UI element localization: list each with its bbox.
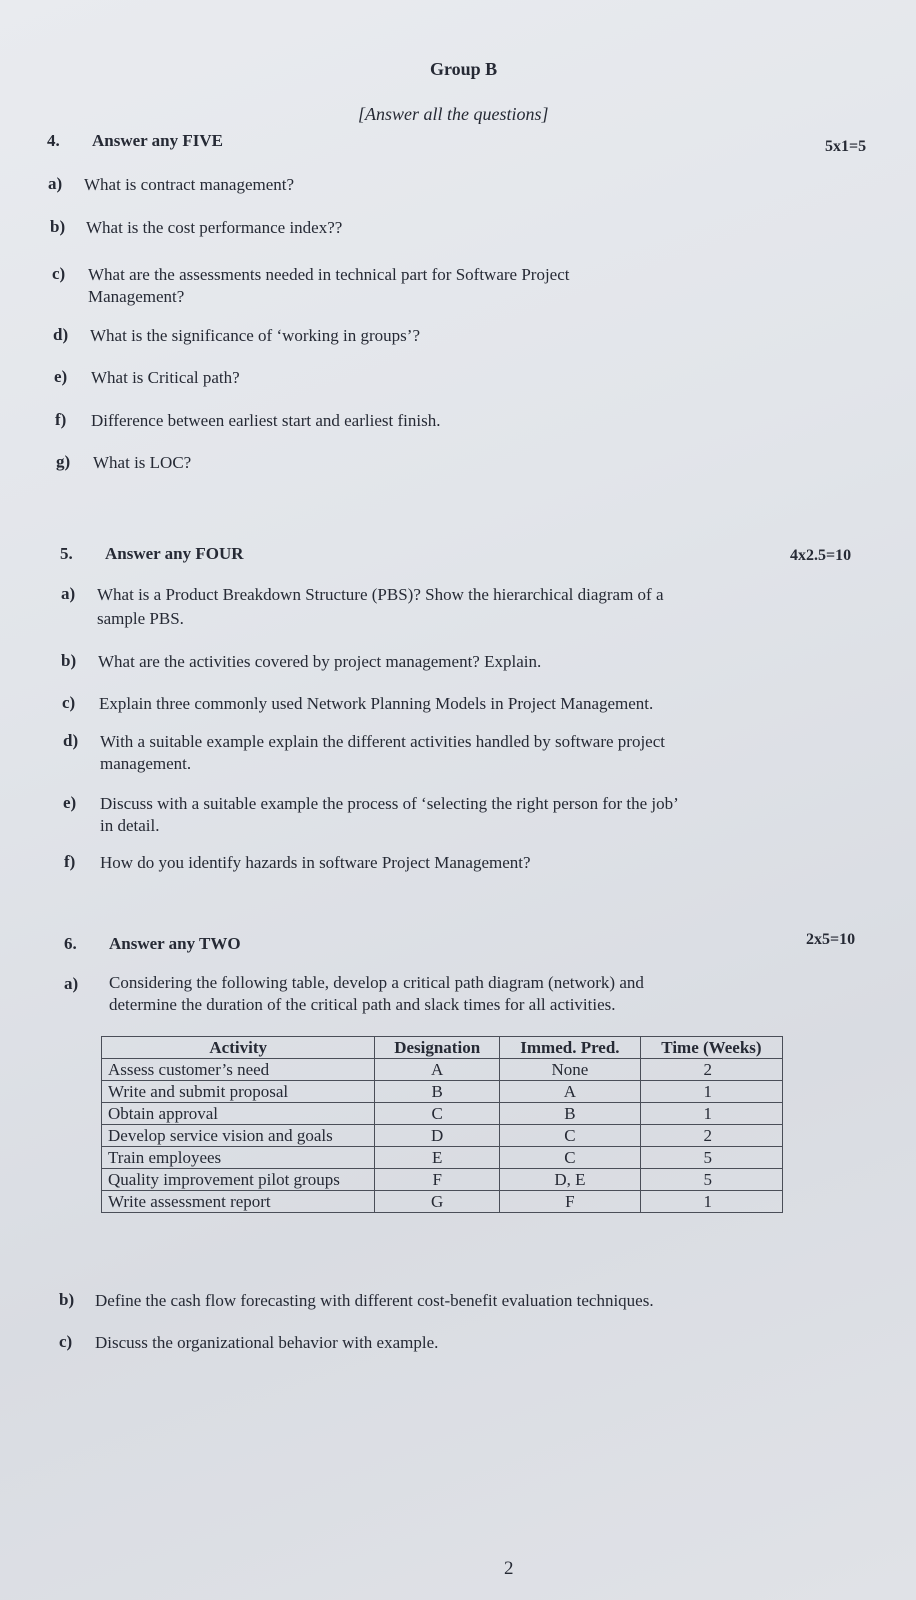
table-cell: Train employees [102, 1147, 375, 1169]
table-cell: G [375, 1191, 500, 1213]
table-cell: 1 [640, 1081, 782, 1103]
q5-item-text: Discuss with a suitable example the process of ‘selecting the right person for the job’ [100, 794, 679, 813]
q5-item-text: What is a Product Breakdown Structure (PBS)? Show the hierarchical diagram of a [97, 585, 664, 604]
q5-item-label: f) [64, 852, 76, 871]
q6-marks: 2x5=10 [806, 931, 856, 948]
table-cell: Develop service vision and goals [102, 1125, 375, 1147]
q5-item-text: How do you identify hazards in software Project Management? [100, 853, 531, 872]
q5-item-label: d) [63, 731, 79, 750]
table-row [102, 1191, 783, 1213]
table-header-cell: Activity [102, 1037, 375, 1059]
table-cell: E [375, 1147, 500, 1169]
q4-item-text: Management? [88, 287, 185, 306]
q5-item-text: Explain three commonly used Network Planning Models in Project Management. [99, 694, 654, 713]
q6-item-label: a) [64, 974, 79, 993]
q6-item-text: Considering the following table, develop a critical path diagram (network) and [109, 973, 644, 992]
instruction-text: [Answer all the questions] [358, 104, 549, 124]
table-row [102, 1169, 783, 1191]
table-cell: A [375, 1059, 500, 1081]
q4-item-label: b) [50, 217, 66, 236]
q5-item-label: a) [61, 584, 76, 603]
q6-item-label: c) [59, 1332, 73, 1351]
q5-item-text: With a suitable example explain the different activities handled by software project [100, 732, 665, 751]
table-header-row [102, 1037, 783, 1059]
table-cell: F [375, 1169, 500, 1191]
q5-item-text: in detail. [100, 816, 160, 835]
q4-item-text: What is LOC? [93, 453, 192, 472]
q4-item-text: What are the assessments needed in technical part for Software Project [88, 265, 570, 284]
table-cell: Assess customer’s need [102, 1059, 375, 1081]
table-header-cell: Immed. Pred. [499, 1037, 640, 1059]
q6-title: Answer any TWO [109, 934, 241, 953]
q5-item-text: What are the activities covered by project management? Explain. [98, 652, 542, 671]
q4-item-label: g) [56, 452, 71, 471]
q4-item-label: d) [53, 325, 69, 344]
q4-item-text: What is Critical path? [91, 368, 240, 387]
q4-title: Answer any FIVE [92, 131, 223, 150]
q6-number: 6. [64, 934, 77, 953]
table-row [102, 1059, 783, 1081]
q5-item-text: management. [100, 754, 192, 773]
table-row [102, 1147, 783, 1169]
table-cell: A [499, 1081, 640, 1103]
q5-marks: 4x2.5=10 [790, 547, 852, 564]
table-cell: Write assessment report [102, 1191, 375, 1213]
table-cell: 1 [640, 1103, 782, 1125]
table-cell: Write and submit proposal [102, 1081, 375, 1103]
q5-item-text: sample PBS. [97, 609, 184, 628]
table-cell: C [499, 1125, 640, 1147]
q5-title: Answer any FOUR [105, 544, 244, 563]
activity-table [101, 1036, 783, 1213]
table-cell: B [375, 1081, 500, 1103]
table-cell: D, E [499, 1169, 640, 1191]
table-cell: D [375, 1125, 500, 1147]
table-cell: Obtain approval [102, 1103, 375, 1125]
table-cell: B [499, 1103, 640, 1125]
q5-item-label: c) [62, 693, 76, 712]
q5-item-label: b) [61, 651, 77, 670]
table-cell: 5 [640, 1169, 782, 1191]
table-header-cell: Time (Weeks) [640, 1037, 782, 1059]
table-cell: 5 [640, 1147, 782, 1169]
q6-item-text: determine the duration of the critical path and slack times for all activities. [109, 995, 616, 1014]
q4-item-label: a) [48, 174, 63, 193]
group-title: Group B [430, 59, 498, 79]
table-cell: 2 [640, 1059, 782, 1081]
table-cell: 1 [640, 1191, 782, 1213]
q4-item-label: f) [55, 410, 67, 429]
table-row [102, 1125, 783, 1147]
table-cell: None [499, 1059, 640, 1081]
q4-item-text: What is the significance of ‘working in groups’? [90, 326, 420, 345]
table-cell: Quality improvement pilot groups [102, 1169, 375, 1191]
q5-item-label: e) [63, 793, 77, 812]
q6-item-text: Discuss the organizational behavior with example. [95, 1333, 439, 1352]
table-row [102, 1103, 783, 1125]
table-cell: 2 [640, 1125, 782, 1147]
q4-item-text: What is contract management? [84, 175, 295, 194]
q4-item-text: Difference between earliest start and earliest finish. [91, 411, 441, 430]
q4-marks: 5x1=5 [825, 138, 867, 155]
q4-number: 4. [47, 131, 60, 150]
page-number: 2 [504, 1558, 514, 1579]
q6-item-label: b) [59, 1290, 75, 1309]
table-header-cell: Designation [375, 1037, 500, 1059]
table-cell: C [375, 1103, 500, 1125]
table-row [102, 1081, 783, 1103]
table-cell: F [499, 1191, 640, 1213]
q4-item-label: e) [54, 367, 68, 386]
q6-item-text: Define the cash flow forecasting with different cost-benefit evaluation techniques. [95, 1291, 654, 1310]
q4-item-text: What is the cost performance index?? [86, 218, 343, 237]
q5-number: 5. [60, 544, 73, 563]
q4-item-label: c) [52, 264, 66, 283]
table-cell: C [499, 1147, 640, 1169]
